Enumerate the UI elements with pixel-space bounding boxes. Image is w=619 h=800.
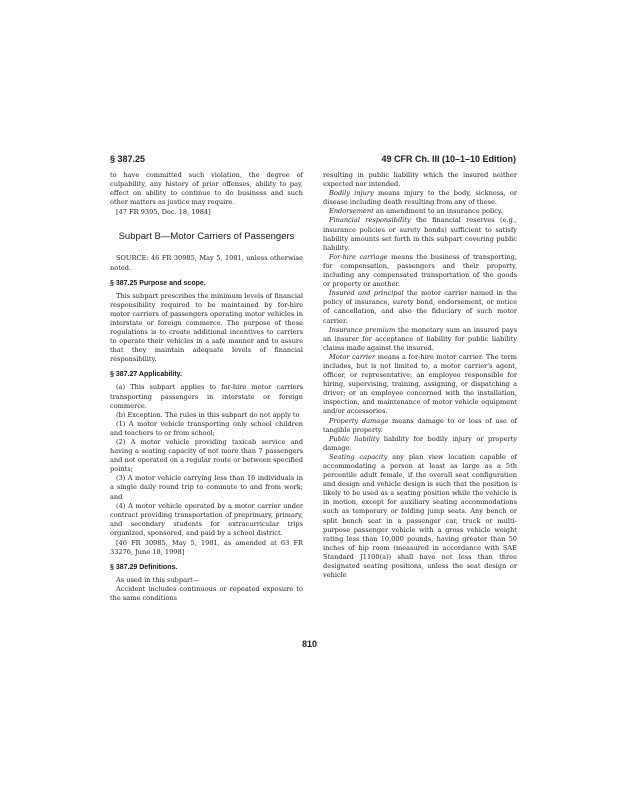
- defined-term: Endorsement: [329, 207, 374, 216]
- defined-term: Financial responsibility: [329, 216, 411, 225]
- definition-text: the motor carrier named in the policy of insurance, surety bond, endorsement, or notice of cancellation, and also the fiduciary of such motor carrier.: [323, 289, 517, 325]
- section-heading-387-27: § 387.27 Applicability.: [110, 371, 182, 379]
- defined-term: Seating capacity: [329, 452, 388, 461]
- defined-term: Public liability: [329, 434, 380, 443]
- definition-endorsement: [323, 207, 517, 216]
- running-header: [110, 154, 516, 166]
- defined-term: For-hire carriage: [329, 252, 388, 261]
- right-column: [323, 171, 517, 580]
- continued-paragraph: resulting in public liability which the insured neither expected nor intended.: [323, 171, 517, 189]
- definition-text: liability for bodily injury or property damage.: [323, 434, 518, 452]
- definition-text: means injury to the body, sickness, or disease including death resulting from any of these.: [323, 189, 517, 207]
- defined-term: Motor carrier: [329, 352, 376, 361]
- subpart-heading: Subpart B—Motor Carriers of Passengers: [118, 231, 295, 243]
- definition-text: means a for-hire motor carrier. The term includes, but is not limited to, a motor carrier's agent, officer, or representative; an employee responsible for hiring, supervising, training, assigning, or dispatching a driver; or an employee concerned with the installation, inspection, and maintenance of motor vehicle equipment and/or accessories.: [323, 352, 517, 416]
- page-number: 810: [301, 639, 318, 649]
- paragraph-b4: (4) A motor vehicle operated by a motor carrier under contract providing transportation of preprimary, primary, and secondary students for extracurricular trips organized, sponsored, and paid by a school district.: [110, 501, 303, 537]
- definition-property-damage: [323, 417, 517, 435]
- definition-accident: Accident includes continuous or repeated exposure to the same conditions: [110, 585, 303, 603]
- definition-text: means damage to or loss of use of tangible property.: [323, 416, 517, 434]
- paragraph-b3: (3) A motor vehicle carrying less than 16 individuals in a single daily round trip to commute to and from work; and: [110, 474, 303, 501]
- citation: [47 FR 9395, Dec. 18, 1984]: [116, 208, 211, 217]
- header-section: § 387.25: [110, 154, 146, 164]
- definition-insured: [323, 289, 517, 325]
- paragraph-b: (b) Exception. The rules in this subpart do not apply to: [116, 410, 300, 419]
- section-heading-387-29: § 387.29 Definitions.: [110, 564, 178, 572]
- section-387-25-body: This subpart prescribes the minimum levels of financial responsibility required to be maintained by for-hire motor carriers of passengers operating motor vehicles in interstate or foreign commerce. The purpose of these regulations is to create additional incentives to carriers to operate their vehicles in a safe manner and to assure that they maintain adequate levels of financial responsibility.: [110, 291, 303, 364]
- header-title: 49 CFR Ch. III (10–1–10 Edition): [381, 154, 516, 164]
- continued-paragraph: to have committed such violation, the degree of culpability, any history of prior offenses, ability to pay, effect on ability to continue to do business and such other matters as justice may require.: [110, 171, 303, 207]
- definition-text: the financial reserves (e.g., insurance policies or surety bonds) sufficient to satisfy liability amounts set forth in this subpart covering public liability.: [323, 216, 517, 252]
- defined-term: Bodily injury: [329, 189, 374, 198]
- defined-term: Insurance premium: [329, 325, 396, 334]
- section-heading-387-25: § 387.25 Purpose and scope.: [110, 279, 206, 287]
- defined-term: Property damage: [329, 416, 389, 425]
- left-column: [110, 171, 303, 603]
- definition-insurance-premium: [323, 326, 517, 353]
- paragraph-a: (a) This subpart applies to for-hire motor carriers transporting passengers in interstate or foreign commerce.: [110, 383, 303, 410]
- citation: [46 FR 30985, May 5, 1981, as amended at 63 FR 33276, June 18, 1998]: [110, 539, 303, 557]
- definition-financial-responsibility: [323, 216, 517, 252]
- definition-for-hire-carriage: [323, 253, 517, 289]
- definition-text: means the business of transporting, for compensation, passengers and their property, including any compensated transportation of the goods or property or another.: [323, 252, 517, 289]
- definitions-intro: As used in this subpart—: [116, 576, 200, 585]
- paragraph-b2: (2) A motor vehicle providing taxicab service and having a seating capacity of not more than 7 passengers and not operated on a regular route or between specified points;: [110, 437, 303, 474]
- definition-seating-capacity: [323, 453, 517, 580]
- definition-text: an amendment to an insurance policy.: [373, 207, 503, 216]
- definition-text: any plan view location capable of accommodating a person at least as large as a 5th percentile adult female, if the overall seat configuration and design and vehicle design is such that the position is likely to be used as a seating position while the vehicle is in motion, except for auxiliary seating accommodations such as temporary or folding jump seats. Any bench or split bench seat in a passenger car, truck or multi-purpose passenger vehicle with a gross vehicle weight rating less than 10,000 pounds, having greater than 50 inches of hip room (measured in accordance with SAE Standard J1100(a)) shall have not less than three designated seating positions, unless the seat design or vehicle: [323, 452, 517, 580]
- defined-term: Insured and principal: [329, 289, 404, 298]
- definition-motor-carrier: [323, 353, 517, 417]
- definition-bodily-injury: [323, 189, 517, 207]
- source-note: SOURCE: 46 FR 30985, May 5, 1981, unless otherwise noted.: [110, 254, 303, 272]
- paragraph-b1: (1) A motor vehicle transporting only school children and teachers to or from school;: [110, 419, 303, 437]
- definition-text: the monetary sum an insured pays an insurer for acceptance of liability for public liability claims made against the insured.: [323, 325, 517, 352]
- definition-public-liability: [323, 435, 517, 453]
